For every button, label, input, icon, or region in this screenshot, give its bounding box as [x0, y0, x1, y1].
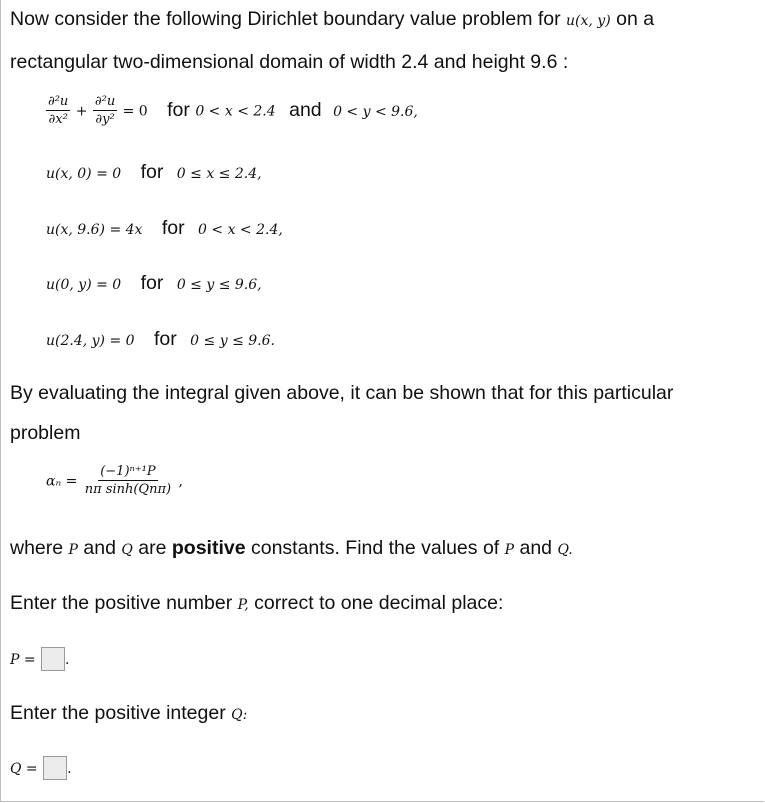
var-P: P, [237, 597, 249, 613]
fraction-denominator: nπ sinh(Qnπ) [84, 482, 172, 497]
pde-equation [46, 94, 418, 127]
positive-bold: positive [171, 537, 246, 559]
for-label: for [140, 161, 164, 183]
prompt-text: Enter the positive number [10, 592, 233, 614]
and-text: and [83, 537, 116, 559]
intro-line-2: rectangular two-dimensional domain of width 2.4 and height 9.6 : [10, 51, 569, 73]
fraction-denominator: ∂x² [48, 112, 68, 127]
var-P: P [68, 542, 78, 558]
fraction-numerator: (−1)ⁿ⁺¹P [100, 464, 156, 479]
var-P: P [504, 542, 515, 558]
fraction-numerator: ∂²u [94, 94, 116, 109]
d2u-dx2-fraction [46, 94, 70, 127]
bc-condition: 0 ≤ x ≤ 2.4, [176, 166, 262, 182]
boundary-condition-3 [46, 272, 262, 295]
var-Q: Q [121, 542, 133, 558]
boundary-condition-4 [46, 328, 275, 351]
answer-Q-input[interactable] [43, 756, 67, 780]
prompt-text: correct to one decimal place: [254, 592, 504, 614]
alpha-n-fraction [83, 464, 173, 497]
bc-lhs: u(2.4, y) = 0 [46, 333, 135, 349]
d2u-dy2-fraction [93, 94, 117, 127]
for-label: for [153, 328, 177, 350]
for-label: for [161, 217, 185, 239]
function-u: u(x, y) [566, 13, 611, 29]
where-text: where [10, 537, 64, 559]
fraction-denominator: ∂y² [95, 112, 115, 127]
constants-text: constants. Find the values of [250, 537, 500, 559]
coefficient-formula [46, 464, 183, 497]
pde-condition-x: 0 < x < 2.4 [195, 103, 276, 120]
answer-P-label: P = [10, 652, 36, 669]
prompt-P [10, 592, 503, 615]
prompt-text: Enter the positive integer [10, 702, 226, 724]
answer-Q-row [10, 756, 72, 780]
intro-line-1 [10, 8, 654, 31]
bc-condition: 0 ≤ y ≤ 9.6. [190, 333, 275, 349]
answer-Q-label: Q = [10, 761, 38, 778]
where-line [10, 537, 573, 560]
period: . [67, 761, 72, 778]
bc-condition: 0 < x < 2.4, [198, 222, 283, 238]
formula-comma: , [178, 473, 183, 490]
var-Q: Q: [231, 707, 248, 723]
bc-lhs: u(x, 0) = 0 [46, 166, 122, 182]
fraction-numerator: ∂²u [48, 94, 69, 109]
eval-line-2: problem [10, 422, 81, 444]
period: . [65, 652, 70, 669]
bc-condition: 0 ≤ y ≤ 9.6, [176, 277, 262, 293]
for-label: for [140, 272, 164, 294]
bc-lhs: u(x, 9.6) = 4x [46, 222, 143, 238]
and-text: and [519, 537, 553, 559]
answer-P-row [10, 647, 69, 671]
answer-P-input[interactable] [41, 647, 65, 671]
intro-text-1: Now consider the following Dirichlet boundary value problem for [10, 8, 561, 30]
for-label: for [167, 98, 190, 121]
bc-lhs: u(0, y) = 0 [46, 277, 122, 293]
alpha-n-lhs: αₙ = [46, 473, 78, 490]
and-label: and [289, 98, 322, 121]
pde-condition-y: 0 < y < 9.6, [333, 103, 418, 120]
boundary-condition-1 [46, 161, 262, 184]
var-Q: Q. [557, 542, 573, 558]
plus-sign: + [75, 103, 88, 120]
boundary-condition-2 [46, 217, 283, 240]
eval-line-1: By evaluating the integral given above, it can be shown that for this particular [10, 382, 674, 404]
are-text: are [138, 537, 167, 559]
intro-text-2: on a [616, 8, 655, 30]
pde-rhs: = 0 [122, 103, 148, 120]
prompt-Q [10, 702, 247, 725]
